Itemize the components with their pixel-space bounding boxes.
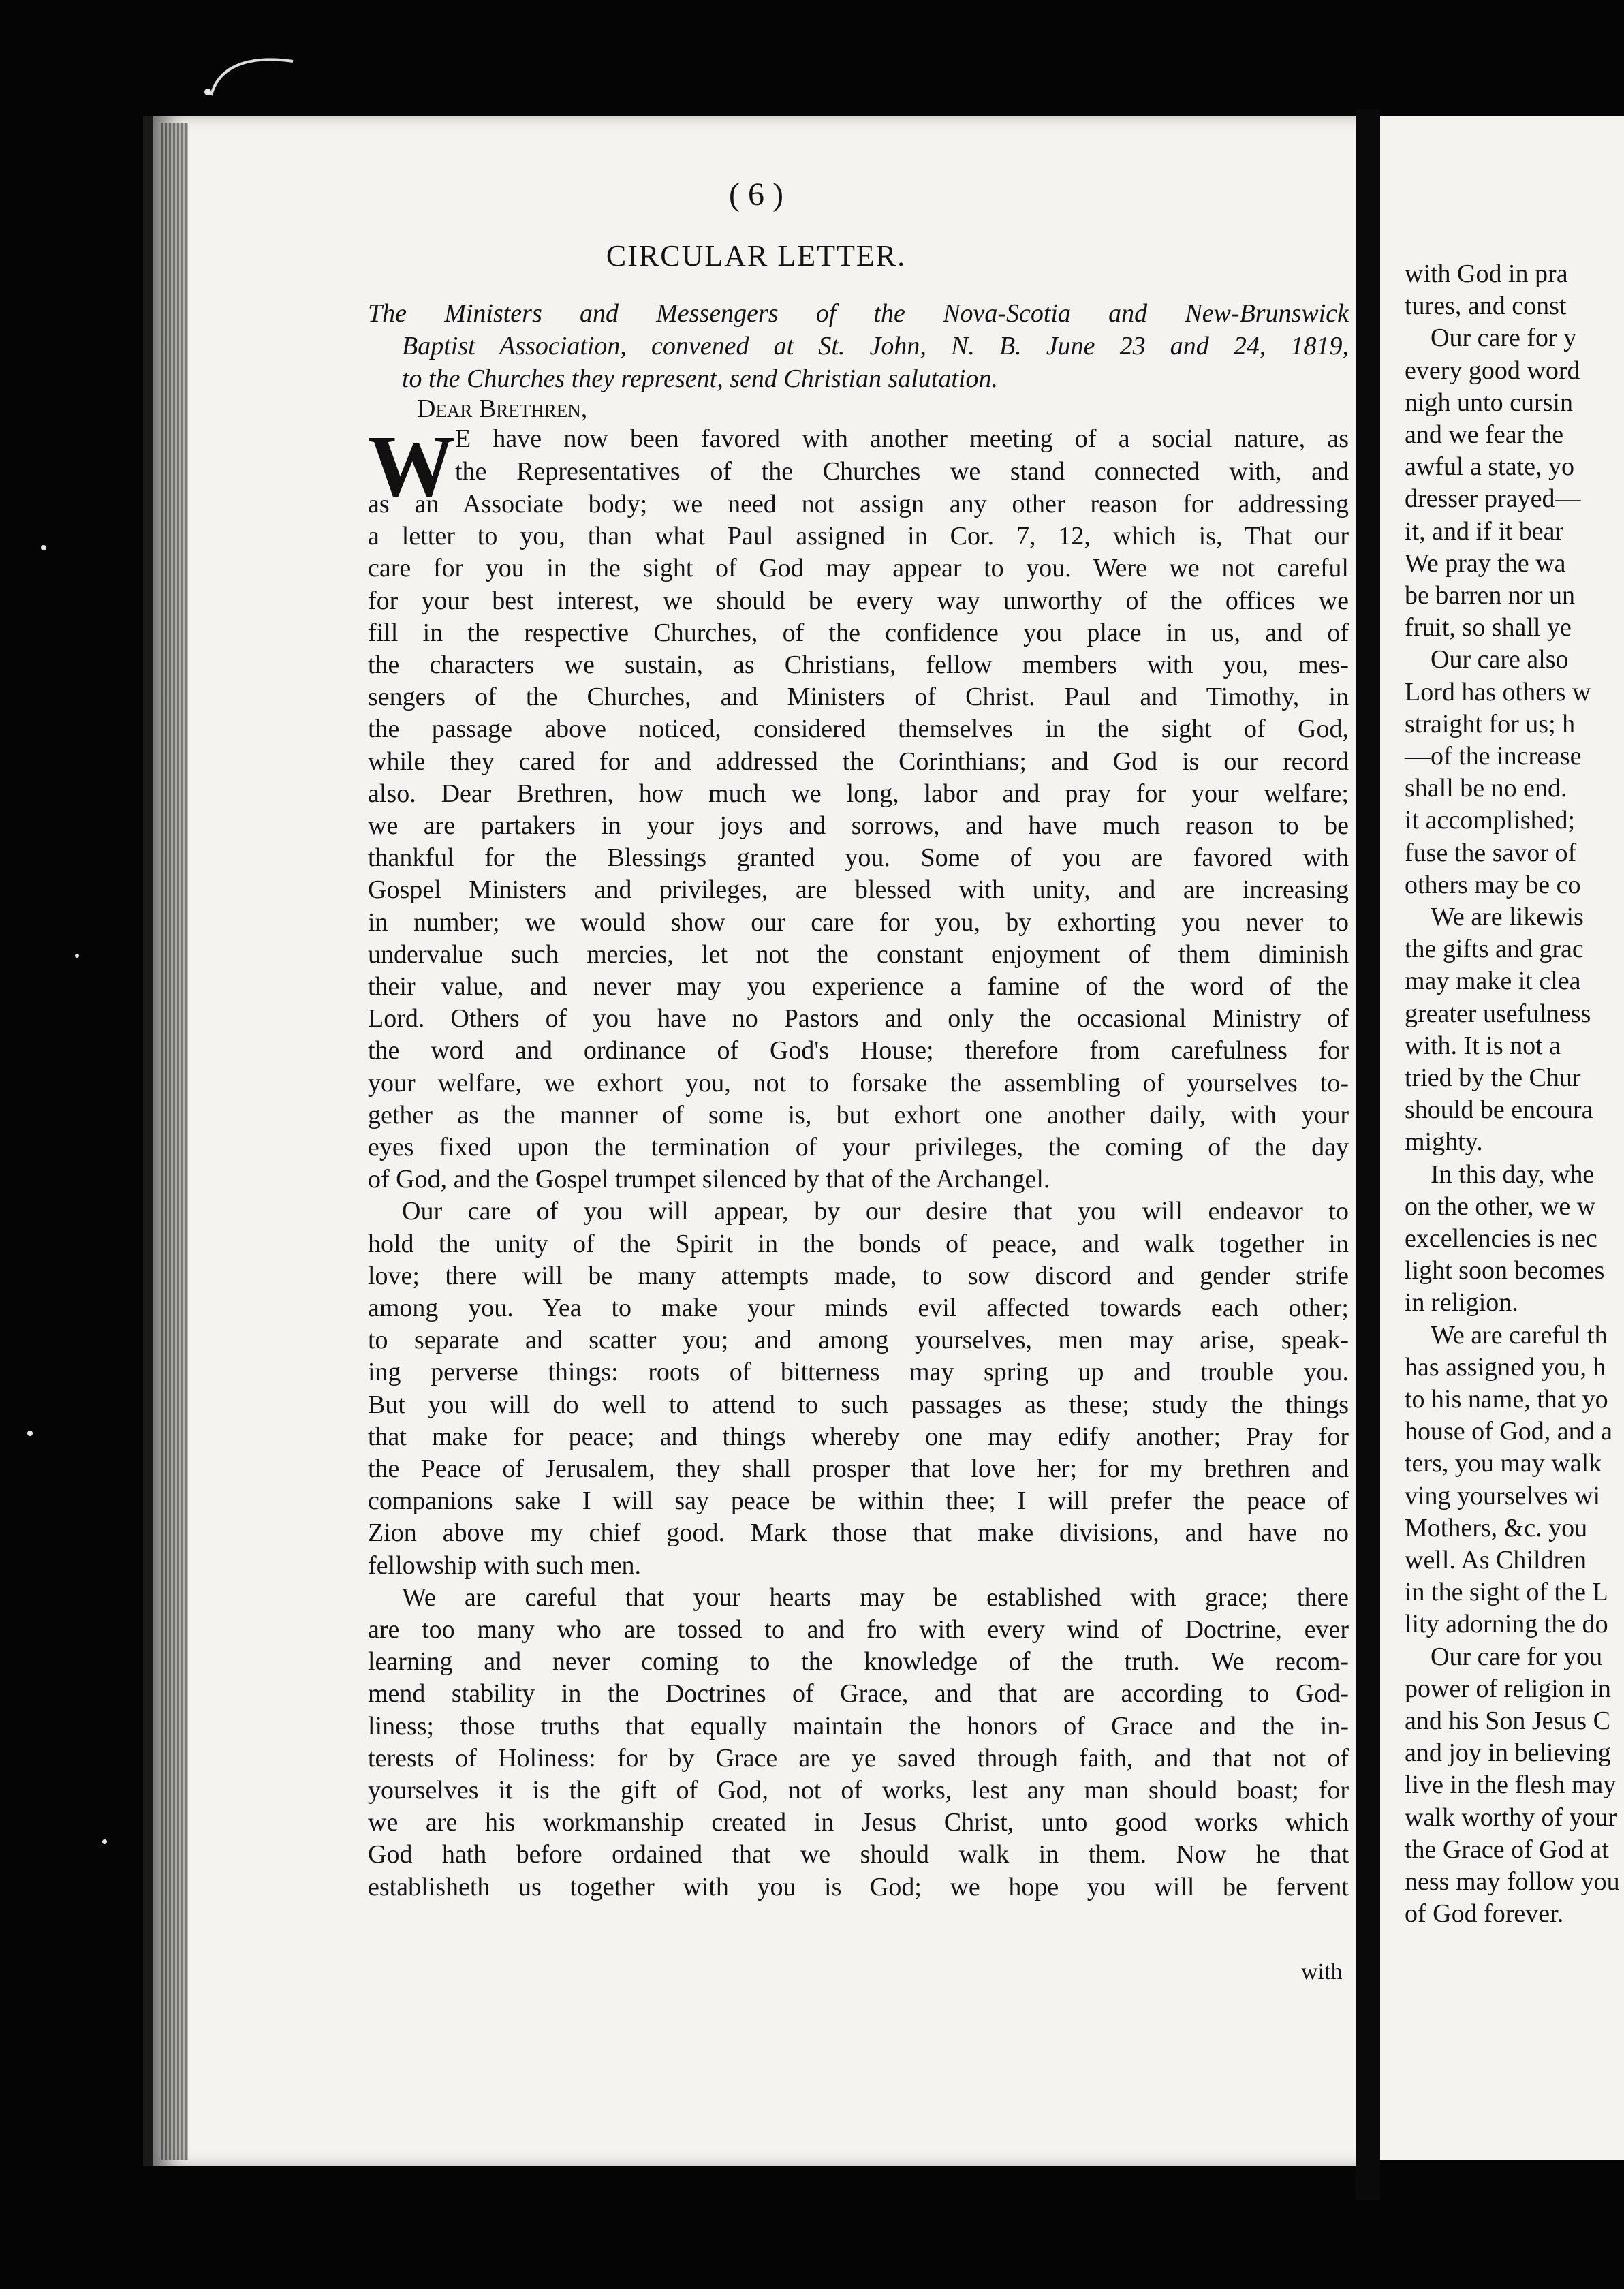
- body-line: learning and never coming to the knowledge of the truth. We recom-: [368, 1647, 1349, 1676]
- right-page-line: should be encoura: [1405, 1095, 1593, 1124]
- body-line: Lord. Others of you have no Pastors and only the occasional Ministry of: [368, 1004, 1349, 1033]
- body-line: companions sake I will say peace be within thee; I will prefer the peace of: [368, 1486, 1349, 1515]
- body-line: are too many who are tossed to and fro with every wind of Doctrine, ever: [368, 1615, 1349, 1644]
- right-page-line: ving yourselves wi: [1405, 1482, 1601, 1510]
- body-line: Gospel Ministers and privileges, are blessed with unity, and are increasing: [368, 875, 1349, 904]
- catchword: with: [1301, 1959, 1343, 1984]
- body-line: the passage above noticed, considered themselves in the sight of God,: [368, 715, 1349, 743]
- body-line: E have now been favored with another meeting of a social nature, as: [455, 424, 1349, 453]
- right-page-line: it accomplished;: [1405, 806, 1576, 835]
- body-line: eyes fixed upon the termination of your privileges, the coming of the day: [368, 1133, 1349, 1162]
- book-gutter: [1356, 109, 1380, 2200]
- right-page-line: dresser prayed—: [1405, 484, 1581, 513]
- right-page-line: well. As Children: [1405, 1546, 1587, 1574]
- intro-line: The Ministers and Messengers of the Nova-Scotia and New-Brunswick: [368, 299, 1349, 328]
- body-line: care for you in the sight of God may appear to you. Were we not careful: [368, 554, 1349, 582]
- page-title: CIRCULAR LETTER.: [606, 239, 907, 272]
- salutation: Dear Brethren,: [417, 394, 588, 423]
- right-page-line: may make it clea: [1405, 967, 1581, 995]
- right-page-line: has assigned you, h: [1405, 1353, 1606, 1382]
- body-line: terests of Holiness: for by Grace are ye saved through faith, and that not of: [368, 1744, 1349, 1773]
- body-line: a letter to you, than what Paul assigned in Cor. 7, 12, which is, That our: [368, 522, 1349, 550]
- body-line: among you. Yea to make your minds evil affected towards each other;: [368, 1294, 1349, 1322]
- right-page-line: In this day, whe: [1431, 1160, 1595, 1189]
- right-page-line: to his name, that yo: [1405, 1385, 1608, 1414]
- right-page-line: fuse the savor of: [1405, 839, 1577, 867]
- body-line: their value, and never may you experience a famine of the word of the: [368, 972, 1349, 1001]
- intro-line: to the Churches they represent, send Christian salutation.: [402, 364, 998, 393]
- body-line: that make for peace; and things whereby one may edify another; Pray for: [368, 1422, 1349, 1451]
- film-speck: [41, 545, 46, 550]
- film-speck: [27, 1431, 33, 1436]
- right-page-line: Mothers, &c. you: [1405, 1514, 1588, 1542]
- body-line: fellowship with such men.: [368, 1551, 642, 1580]
- right-page-line: with God in pra: [1405, 260, 1568, 288]
- right-page-line: with. It is not a: [1405, 1031, 1561, 1060]
- body-line: in number; we would show our care for you, by exhorting you never to: [368, 908, 1349, 937]
- body-line: Our care of you will appear, by our desire that you will endeavor to: [402, 1197, 1349, 1226]
- body-line: yourselves it is the gift of God, not of works, lest any man should boast; for: [368, 1776, 1349, 1805]
- drop-cap: W: [368, 418, 455, 514]
- film-speck: [75, 954, 79, 958]
- right-page-line: others may be co: [1405, 871, 1581, 899]
- right-page-line: fruit, so shall ye: [1405, 613, 1572, 642]
- body-line: also. Dear Brethren, how much we long, labor and pray for your welfare;: [368, 779, 1349, 808]
- right-page-line: nigh unto cursin: [1405, 388, 1573, 417]
- right-page-line: We are careful th: [1431, 1321, 1608, 1350]
- body-line: establisheth us together with you is God; we hope you will be fervent: [368, 1873, 1349, 1901]
- body-line: the characters we sustain, as Christians, fellow members with you, mes-: [368, 651, 1349, 679]
- right-page-line: ness may follow you: [1405, 1867, 1620, 1896]
- body-line: God hath before ordained that we should walk in them. Now he that: [368, 1840, 1349, 1869]
- right-page-line: light soon becomes: [1405, 1256, 1605, 1285]
- page-edge: [161, 123, 188, 2160]
- right-page-line: lity adorning the do: [1405, 1610, 1608, 1638]
- right-page-line: Our care also: [1431, 645, 1569, 674]
- body-line: of God, and the Gospel trumpet silenced by that of the Archangel.: [368, 1165, 1050, 1194]
- right-page-line: shall be no end.: [1405, 774, 1567, 803]
- body-line: hold the unity of the Spirit in the bonds of peace, and walk together in: [368, 1230, 1349, 1258]
- body-line: we are his workmanship created in Jesus Christ, unto good works which: [368, 1808, 1349, 1837]
- body-line: as an Associate body; we need not assign any other reason for addressing: [368, 490, 1349, 518]
- body-line: But you will do well to attend to such passages as these; study the things: [368, 1390, 1349, 1419]
- right-page-line: on the other, we w: [1405, 1192, 1596, 1221]
- right-page-line: the Grace of God at: [1405, 1835, 1609, 1864]
- right-page-line: and we fear the: [1405, 420, 1564, 449]
- right-page-line: ters, you may walk: [1405, 1449, 1602, 1478]
- body-line: the word and ordinance of God's House; therefore from carefulness for: [368, 1036, 1349, 1065]
- right-page-line: excellencies is nec: [1405, 1224, 1597, 1253]
- film-scratch: [204, 27, 300, 102]
- body-line: while they cared for and addressed the Corinthians; and God is our record: [368, 747, 1349, 776]
- body-line: the Peace of Jerusalem, they shall prosper that love her; for my brethren and: [368, 1454, 1349, 1483]
- right-page-line: and joy in believing: [1405, 1739, 1611, 1767]
- intro-line: Baptist Association, convened at St. John, N. B. June 23 and 24, 1819,: [402, 332, 1349, 360]
- body-line: the Representatives of the Churches we stand connected with, and: [455, 457, 1349, 486]
- right-page-line: of God forever.: [1405, 1899, 1564, 1928]
- right-page-line: —of the increase: [1405, 742, 1582, 770]
- right-page-line: walk worthy of your: [1405, 1803, 1617, 1832]
- body-line: mend stability in the Doctrines of Grace, and that are according to God-: [368, 1679, 1349, 1708]
- right-page-line: awful a state, yo: [1405, 452, 1575, 481]
- body-line: we are partakers in your joys and sorrows, and have much reason to be: [368, 811, 1349, 840]
- body-line: to separate and scatter you; and among yourselves, men may arise, speak-: [368, 1326, 1349, 1354]
- right-page-line: the gifts and grac: [1405, 935, 1584, 963]
- right-page-line: We are likewis: [1431, 903, 1584, 931]
- body-line: undervalue such mercies, let not the constant enjoyment of them diminish: [368, 940, 1349, 969]
- body-line: thankful for the Blessings granted you. Some of you are favored with: [368, 843, 1349, 872]
- right-page-line: tures, and const: [1405, 292, 1567, 320]
- right-page-line: be barren nor un: [1405, 581, 1576, 610]
- body-line: love; there will be many attempts made, to sow discord and gender strife: [368, 1262, 1349, 1290]
- right-page-line: in religion.: [1405, 1288, 1518, 1317]
- right-page-line: live in the flesh may: [1405, 1771, 1617, 1799]
- right-page-line: every good word: [1405, 356, 1580, 385]
- body-line: Zion above my chief good. Mark those that make divisions, and have no: [368, 1519, 1349, 1547]
- body-line: fill in the respective Churches, of the confidence you place in us, and of: [368, 619, 1349, 647]
- right-page-line: it, and if it bear: [1405, 517, 1564, 546]
- right-page-line: Our care for you: [1431, 1642, 1603, 1671]
- right-page-line: Our care for y: [1431, 324, 1577, 352]
- body-line: sengers of the Churches, and Ministers of Christ. Paul and Timothy, in: [368, 683, 1349, 711]
- body-line: liness; those truths that equally maintain the honors of Grace and the in-: [368, 1712, 1349, 1741]
- right-page-line: and his Son Jesus C: [1405, 1707, 1610, 1735]
- right-page-line: We pray the wa: [1405, 549, 1566, 578]
- page-number: ( 6 ): [729, 176, 783, 213]
- right-page-line: Lord has others w: [1405, 678, 1591, 706]
- body-line: your welfare, we exhort you, not to forsake the assembling of yourselves to-: [368, 1069, 1349, 1097]
- body-line: ing perverse things: roots of bitterness may spring up and trouble you.: [368, 1358, 1349, 1386]
- right-page-line: mighty.: [1405, 1127, 1483, 1156]
- right-page-line: straight for us; h: [1405, 710, 1576, 738]
- right-page-line: greater usefulness: [1405, 999, 1591, 1028]
- body-line: gether as the manner of some is, but exhort one another daily, with your: [368, 1101, 1349, 1130]
- right-page-line: in the sight of the L: [1405, 1578, 1608, 1606]
- film-speck: [102, 1839, 107, 1844]
- right-page-line: house of God, and a: [1405, 1417, 1612, 1446]
- right-page-line: tried by the Chur: [1405, 1063, 1581, 1092]
- body-line: for your best interest, we should be every way unworthy of the offices we: [368, 587, 1349, 615]
- body-line: We are careful that your hearts may be established with grace; there: [402, 1583, 1349, 1612]
- right-page-line: power of religion in: [1405, 1675, 1611, 1703]
